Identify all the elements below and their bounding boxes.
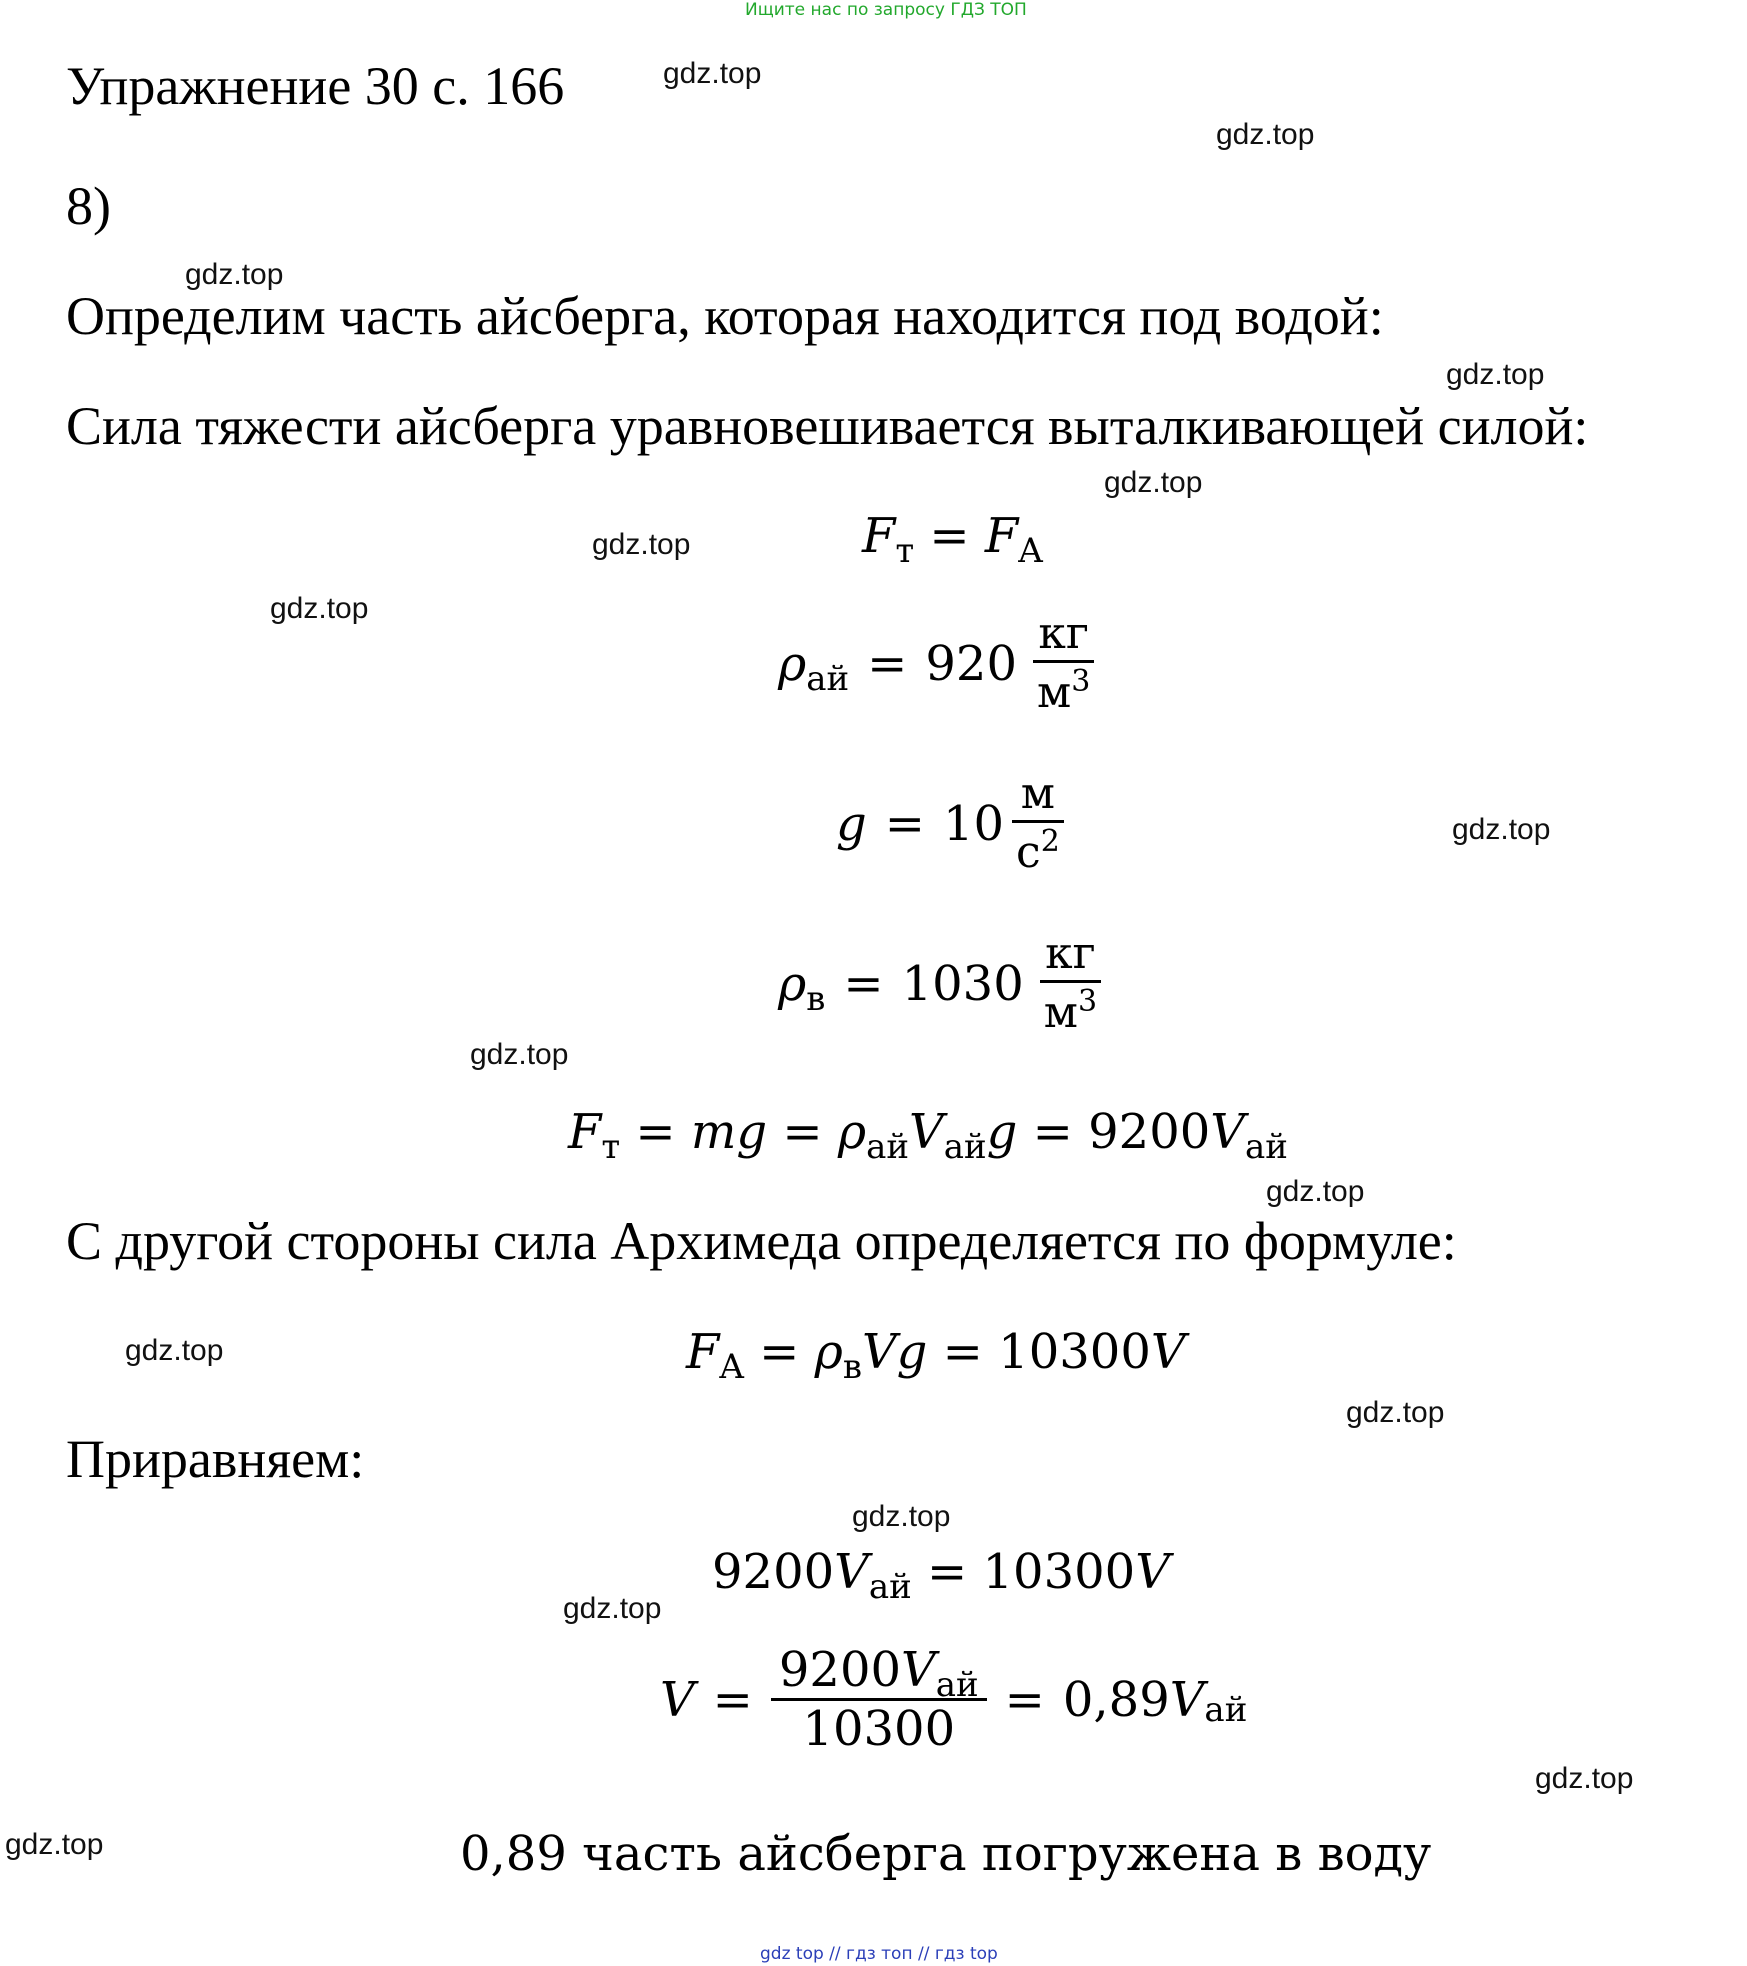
watermark: gdz.top — [125, 1334, 224, 1367]
subscript-A: A — [1018, 531, 1043, 571]
symbol-F: F — [862, 508, 896, 564]
equals-sign: = — [843, 955, 884, 1012]
paragraph-2: Сила тяжести айсберга уравновешивается выталкивающей силой: — [66, 396, 1589, 456]
bottom-banner: gdz top // гдз топ // гдз top — [760, 1944, 998, 1964]
watermark: gdz.top — [1104, 466, 1203, 499]
unit-denominator: $с^2$ — [1012, 820, 1064, 875]
watermark: gdz.top — [270, 592, 369, 625]
value-920: 920 — [925, 635, 1017, 692]
equals-sign: = — [867, 635, 908, 692]
watermark: gdz.top — [470, 1038, 569, 1071]
unit-denominator: $м^3$ — [1033, 660, 1094, 715]
unit-numerator: кг — [1045, 928, 1096, 979]
watermark: gdz.top — [1216, 118, 1315, 151]
watermark: gdz.top — [1535, 1762, 1634, 1795]
symbol-rho: ρ — [778, 955, 807, 1012]
watermark: gdz.top — [852, 1500, 951, 1533]
watermark: gdz.top — [1452, 813, 1551, 846]
unit-numerator: м — [1020, 768, 1056, 819]
watermark: gdz.top — [592, 528, 691, 561]
exercise-title: Упражнение 30 с. 166 — [66, 56, 565, 116]
unit-fraction-m-s2 — [1012, 768, 1064, 878]
equals-sign: = — [884, 795, 925, 852]
equals-sign: = — [929, 508, 970, 564]
fraction-volume: $\frac{9200V_{ай}}{10300}$ — [771, 1646, 987, 1753]
paragraph-1: Определим часть айсберга, которая находится под водой: — [66, 286, 1384, 346]
watermark: gdz.top — [5, 1828, 104, 1861]
formula-archimedes: $F_A = \rho_вVg = 10300V$ — [686, 1324, 1186, 1387]
watermark: gdz.top — [1446, 358, 1545, 391]
unit-fraction-kg-m3 — [1040, 928, 1101, 1038]
watermark: gdz.top — [663, 57, 762, 90]
top-banner: Ищите нас по запросу ГДЗ ТОП — [745, 0, 1027, 20]
watermark: gdz.top — [563, 1592, 662, 1625]
value-1030: 1030 — [901, 955, 1024, 1012]
formula-volume-ratio: V = $\frac{9200V_{ай}}{10300}$ = 0,89 V ай — [660, 1642, 1248, 1757]
watermark: gdz.top — [1346, 1396, 1445, 1429]
formula-water-density — [778, 928, 1101, 1038]
subscript-t: т — [895, 531, 915, 571]
symbol-rho: ρ — [778, 635, 807, 692]
symbol-F: F — [984, 508, 1019, 564]
symbol-g: g — [836, 795, 867, 852]
watermark: gdz.top — [1266, 1175, 1365, 1208]
value-10: 10 — [942, 795, 1005, 852]
formula-gravity — [836, 768, 1064, 878]
conclusion: 0,89 часть айсберга погружена в воду — [460, 1826, 1432, 1882]
item-number: 8) — [66, 176, 111, 236]
unit-denominator: $м^3$ — [1040, 980, 1101, 1035]
formula-force-balance — [862, 508, 1043, 571]
paragraph-3: С другой стороны сила Архимеда определяется по формуле: — [66, 1211, 1457, 1271]
formula-equate: $9200V_{ай} = 10300V$ — [712, 1544, 1170, 1607]
formula-ice-density — [778, 608, 1094, 718]
formula-gravity-force: $F_т$ = mg = $\rho_{ай}V_{ай}g = 9200V_{ай}$ — [568, 1104, 1288, 1167]
subscript-ay: ай — [806, 658, 850, 699]
paragraph-4: Приравняем: — [66, 1429, 365, 1489]
subscript-v: в — [806, 978, 826, 1019]
unit-numerator: кг — [1038, 608, 1089, 659]
watermark: gdz.top — [185, 258, 284, 291]
unit-fraction-kg-m3 — [1033, 608, 1094, 718]
